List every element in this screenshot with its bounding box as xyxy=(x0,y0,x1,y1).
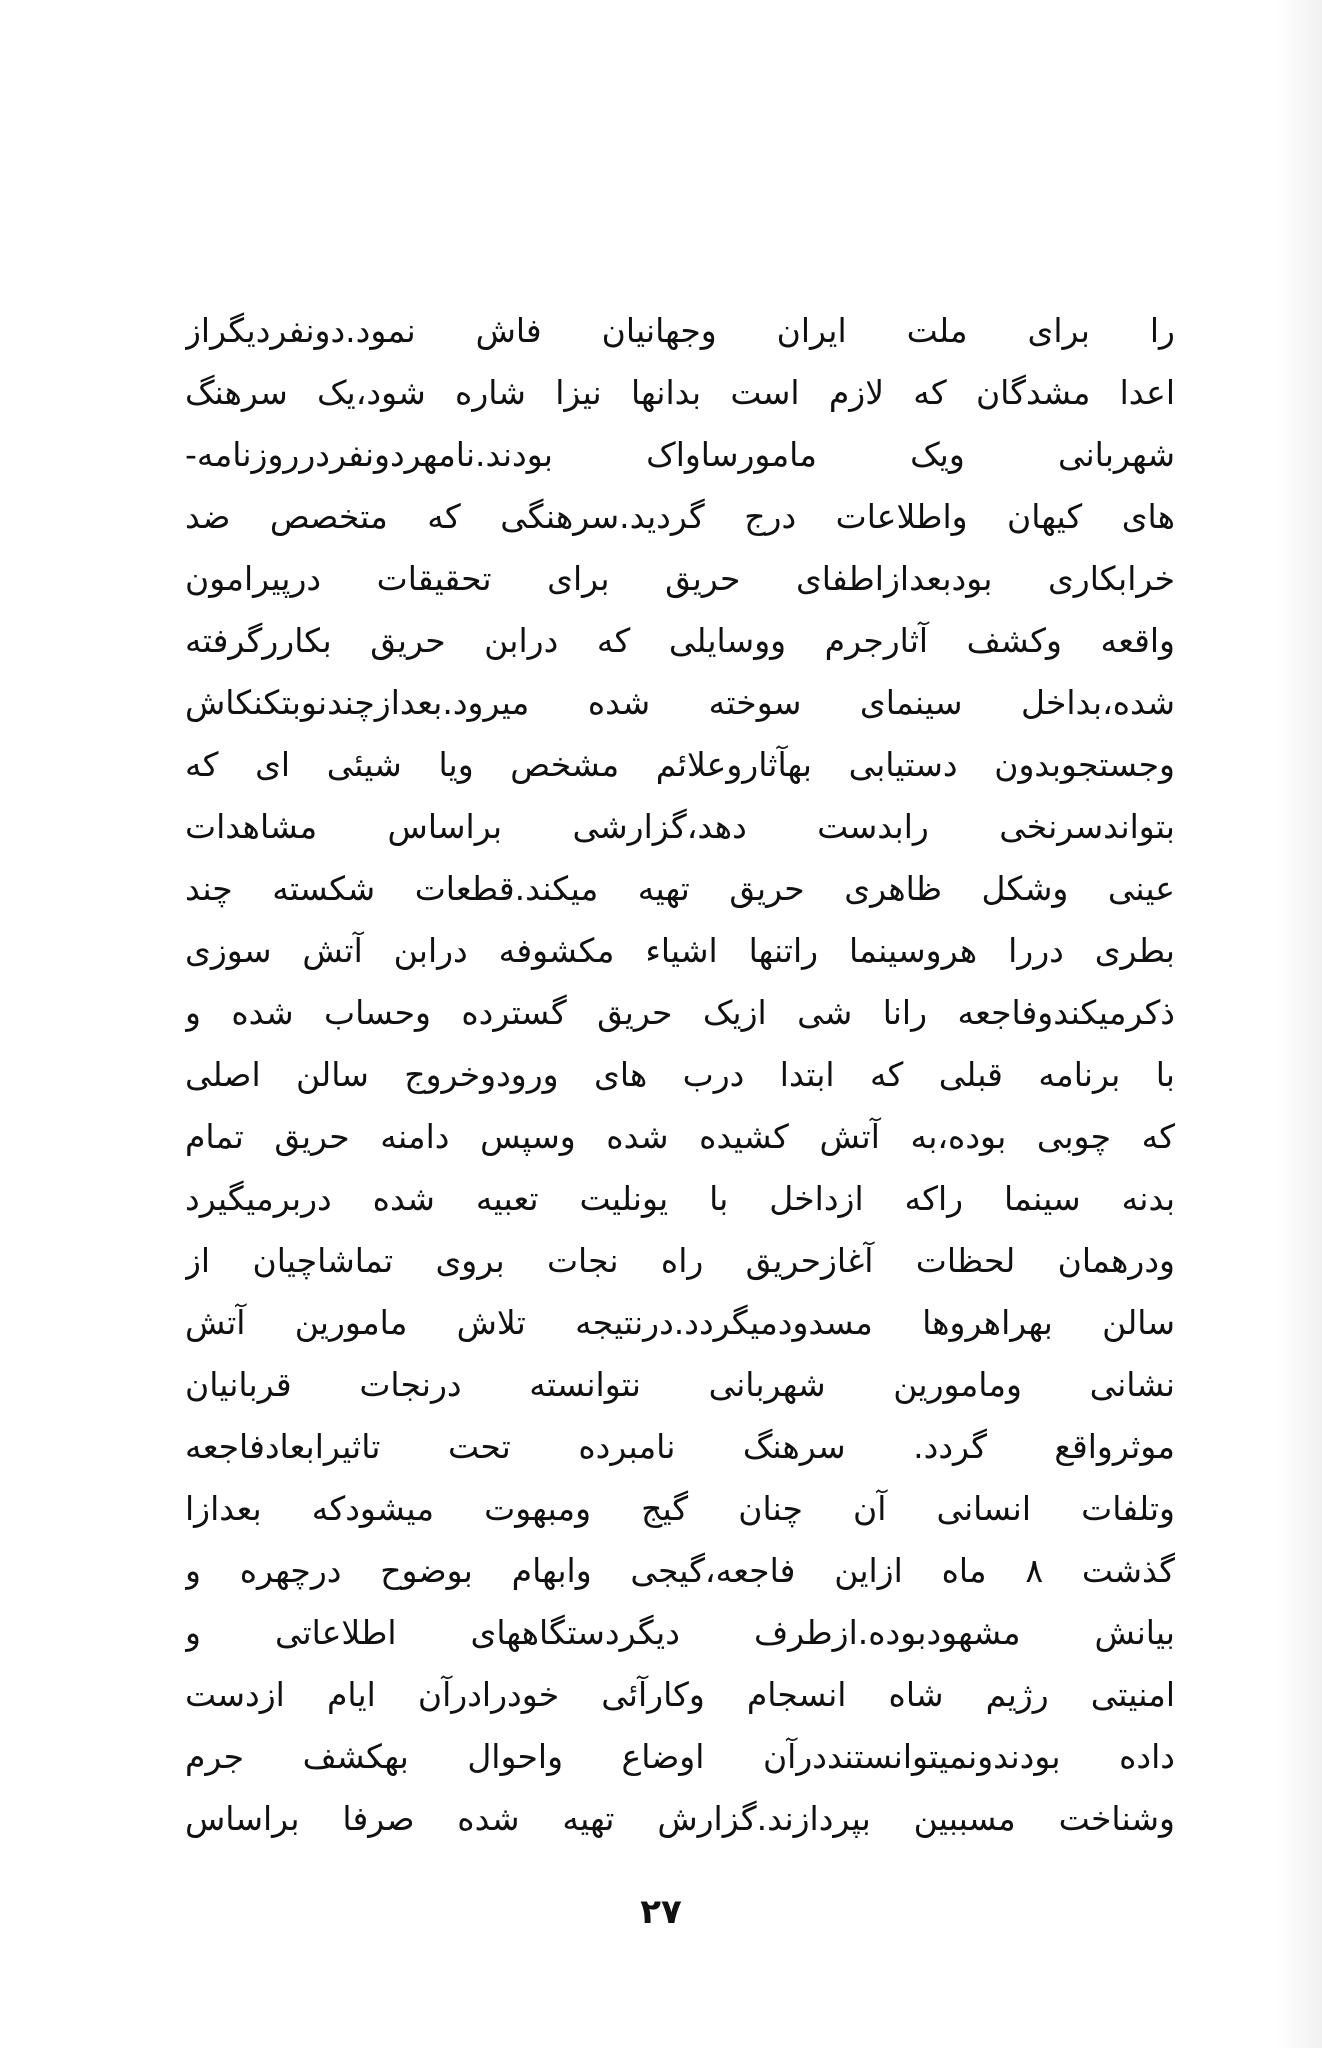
text-line: های کیهان واطلاعات درج گردید.سرهنگی که متخصص ضد xyxy=(185,497,1175,536)
text-line: واقعه وکشف آثارجرم ووسایلی که درابن حریق بکاررگرفته xyxy=(185,621,1175,660)
text-line: بتواندسرنخی رابدست دهد،گزارشی براساس مشاهدات xyxy=(185,807,1175,846)
text-line: بطری دررا هروسینما راتنها اشیاء مکشوفه درابن آتش سوزی xyxy=(185,931,1175,970)
text-line: شهربانی ویک مامورساواک بودند.نامهردونفردرروزنامه- xyxy=(185,435,1175,474)
text-line: که چوبی بوده،به آتش کشیده شده وسپس دامنه حریق تمام xyxy=(185,1117,1175,1156)
body-text xyxy=(185,300,1175,1850)
text-line: شده،بداخل سینمای سوخته شده میرود.بعدازچندنوبتکنکاش xyxy=(185,683,1175,722)
text-line: بدنه سینما راکه ازداخل با یونلیت تعبیه شده دربرمیگیرد xyxy=(185,1179,1175,1218)
text-line: نشانی ومامورین شهربانی نتوانسته درنجات قربانیان xyxy=(185,1365,1175,1404)
text-line: سالن بهراهروها مسدودمیگردد.درنتیجه تلاش مامورین آتش xyxy=(185,1303,1175,1342)
text-line: وجستجوبدون دستیابی بهآثاروعلائم مشخص ویا شیئی ای که xyxy=(185,745,1175,784)
text-line: اعدا مشدگان که لازم است بدانها نیزا شاره شود،یک سرهنگ xyxy=(185,373,1175,412)
text-line: ودرهمان لحظات آغازحریق راه نجات بروی تماشاچیان از xyxy=(185,1241,1175,1280)
text-line: بیانش مشهودبوده.ازطرف دیگردستگاههای اطلاعاتی و xyxy=(185,1613,1175,1652)
text-line: وشناخت مسببین بپردازند.گزارش تهیه شده صرفا براساس xyxy=(185,1799,1175,1838)
text-line: را برای ملت ایران وجهانیان فاش نمود.دونفردیگراز xyxy=(185,311,1175,350)
text-line: خرابکاری بودبعدازاطفای حریق برای تحقیقات درپیرامون xyxy=(185,559,1175,598)
text-line: عینی وشکل ظاهری حریق تهیه میکند.قطعات شکسته چند xyxy=(185,869,1175,908)
page-number: ۲۷ xyxy=(640,1892,682,1932)
text-line: ذکرمیکندوفاجعه رانا شی ازیک حریق گسترده وحساب شده و xyxy=(185,993,1175,1032)
text-line: با برنامه قبلی که ابتدا درب های ورودوخروج سالن اصلی xyxy=(185,1055,1175,1094)
text-line: امنیتی رژیم شاه انسجام وکارآئی خودرادرآن ایام ازدست xyxy=(185,1675,1175,1714)
text-line: داده بودندونمیتوانستنددرآن اوضاع واحوال بهکشف جرم xyxy=(185,1737,1175,1776)
text-line: گذشت ۸ ماه ازاین فاجعه،گیجی وابهام بوضوح درچهره و xyxy=(185,1551,1175,1590)
text-line: موثرواقع گردد. سرهنگ نامبرده تحت تاثیرابعادفاجعه xyxy=(185,1427,1175,1466)
text-line: وتلفات انسانی آن چنان گیج ومبهوت میشودکه بعدازا xyxy=(185,1489,1175,1528)
page-edge-shadow xyxy=(1276,0,1322,2048)
